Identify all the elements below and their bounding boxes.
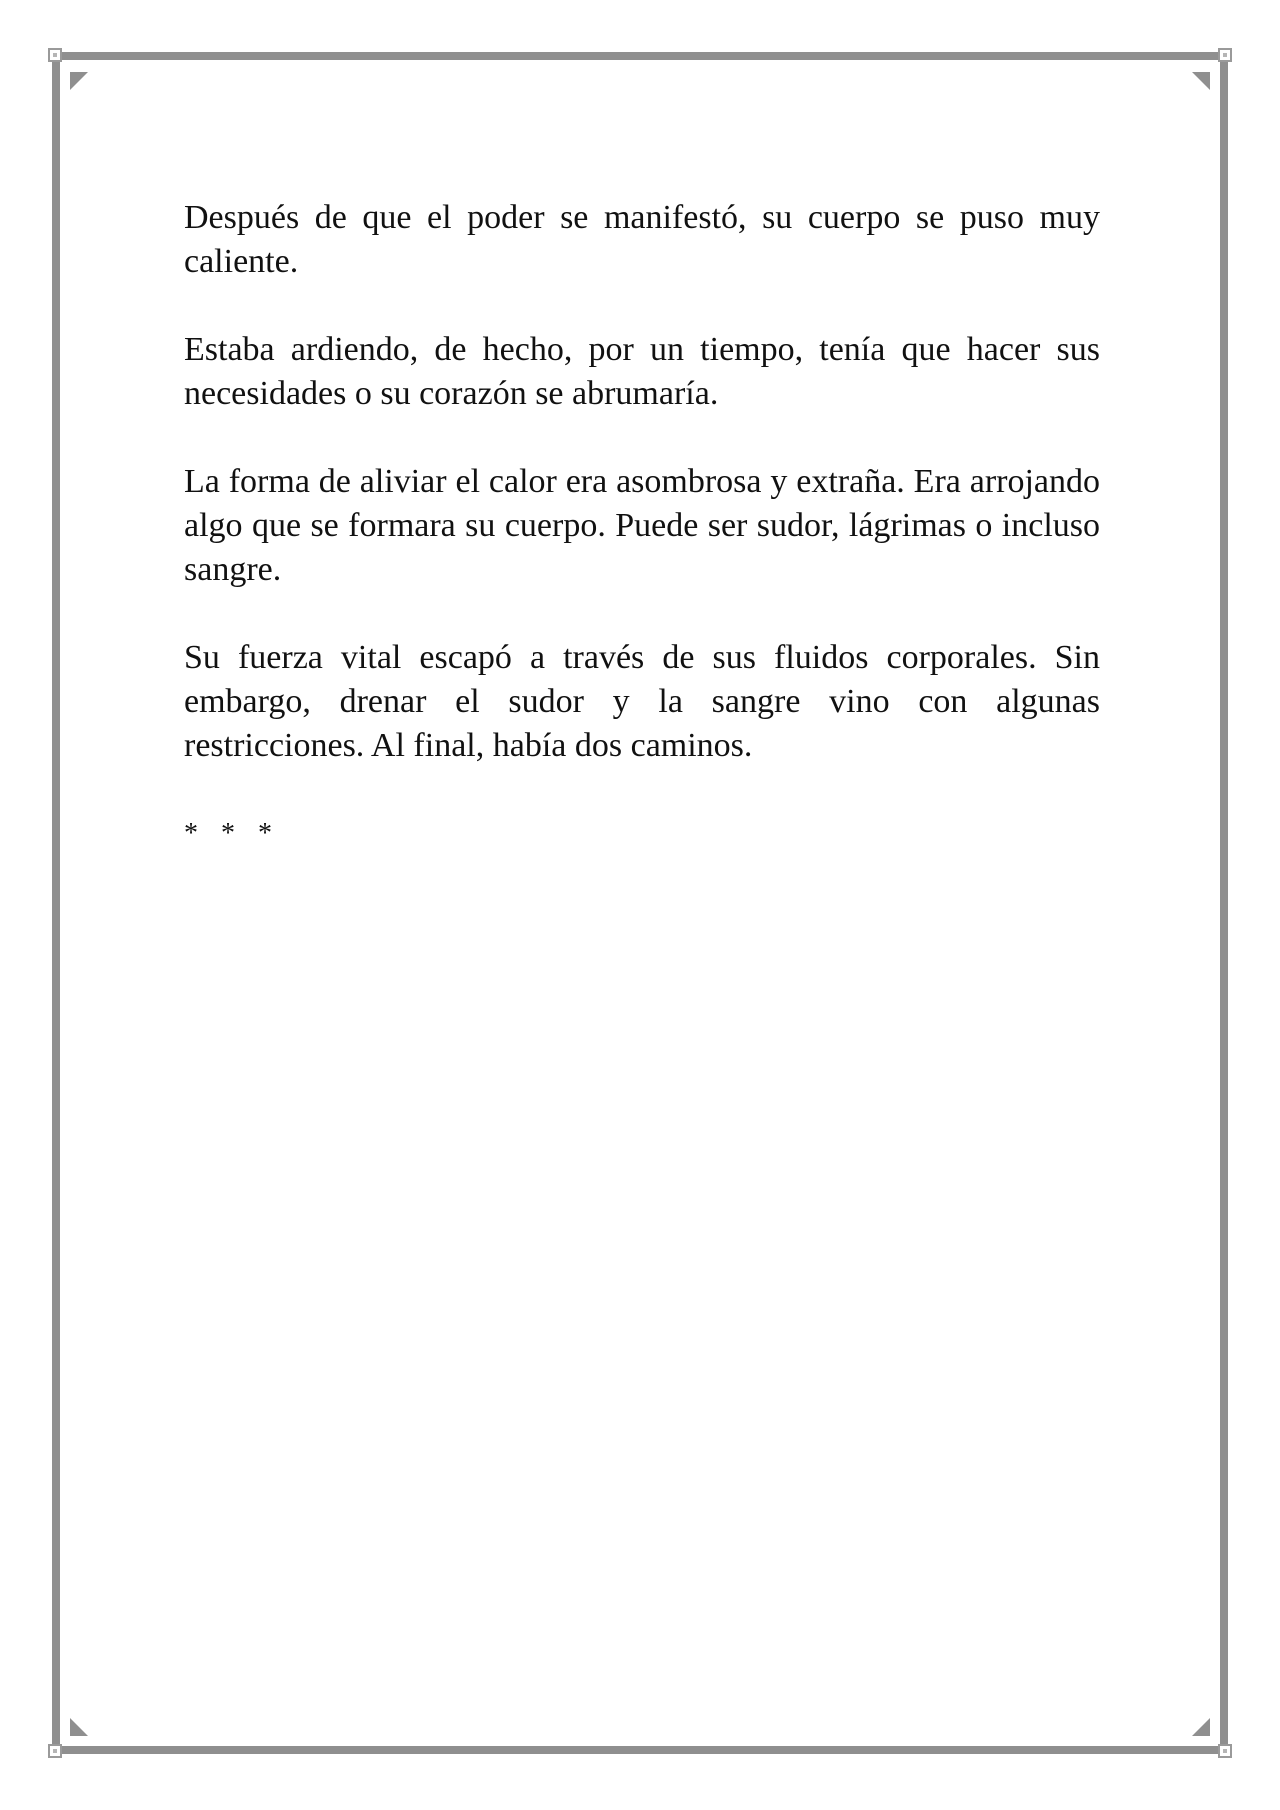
- corner-ornament-bottom-left-icon: [48, 1744, 62, 1758]
- paragraph: Estaba ardiendo, de hecho, por un tiempo, tenía que hacer sus necesidades o su corazón se abrumaría.: [184, 331, 1100, 412]
- corner-ornament-top-left-icon: [48, 48, 62, 62]
- frame-bottom-border: [62, 1746, 1218, 1754]
- corner-ornament-top-right-icon: [1218, 48, 1232, 62]
- frame-top-border: [62, 52, 1218, 60]
- corner-triangle-top-left-icon: [70, 72, 88, 90]
- paragraph: Después de que el poder se manifestó, su cuerpo se puso muy caliente.: [184, 199, 1100, 280]
- frame-left-border: [52, 62, 60, 1746]
- scene-break: * * *: [184, 818, 280, 849]
- page-body: [184, 196, 1100, 856]
- frame-right-border: [1220, 62, 1228, 1746]
- corner-triangle-bottom-right-icon: [1192, 1718, 1210, 1736]
- paragraph: La forma de aliviar el calor era asombrosa y extraña. Era arrojando algo que se formara su cuerpo. Puede ser sudor, lágrimas o incluso sangre.: [184, 463, 1100, 588]
- paragraph: Su fuerza vital escapó a través de sus fluidos corporales. Sin embargo, drenar el sudor y la sangre vino con algunas restricciones. Al final, había dos caminos.: [184, 639, 1100, 764]
- corner-ornament-bottom-right-icon: [1218, 1744, 1232, 1758]
- corner-triangle-top-right-icon: [1192, 72, 1210, 90]
- corner-triangle-bottom-left-icon: [70, 1718, 88, 1736]
